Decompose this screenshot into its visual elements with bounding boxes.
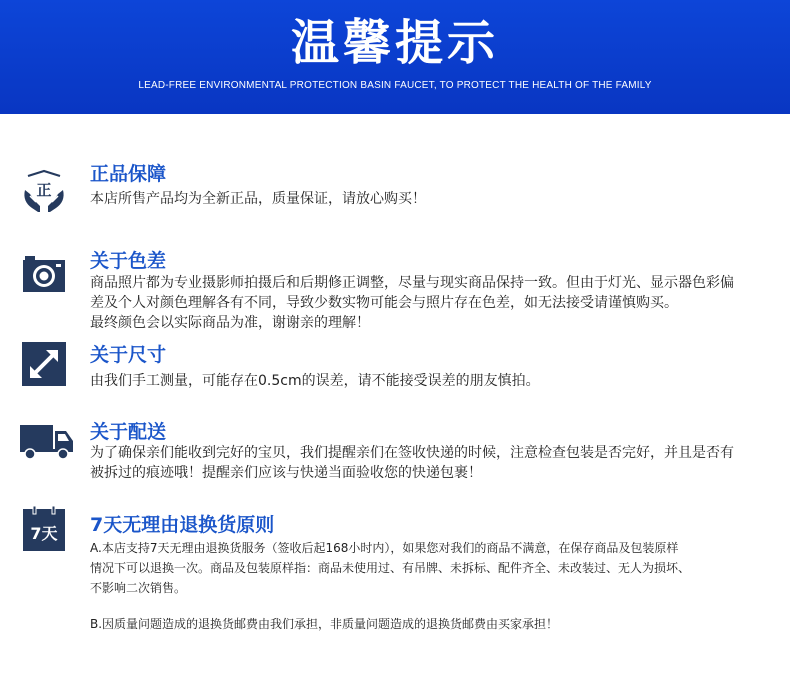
- section-body: [90, 189, 782, 209]
- section-title: 关于配送: [90, 421, 167, 443]
- section-line: 由我们手工测量，可能存在0.5cm的误差，请不能接受误差的朋友慎拍。: [90, 373, 540, 389]
- section-line: 为了确保亲们能收到完好的宝贝，我们提醒亲们在签收快递的时候，注意检查包装是否完好，并且是否有: [90, 445, 734, 461]
- section-line: 被拆过的痕迹哦！提醒亲们应该与快递当面验收您的快递包裹！: [90, 465, 482, 481]
- section-title: 关于尺寸: [90, 344, 167, 366]
- section-line: B.因质量问题造成的退换货邮费由我们承担，非质量问题造成的退换货邮费由买家承担！: [90, 617, 559, 631]
- section-line: 商品照片都为专业摄影师拍摄后和后期修正调整，尽量与现实商品保持一致。但由于灯光、显示器色彩偏: [90, 275, 734, 291]
- header-banner: [0, 0, 790, 114]
- genuine-hands-icon: [20, 168, 68, 216]
- section-body: [90, 273, 782, 333]
- section-body: [90, 443, 782, 483]
- banner-title: 温馨提示: [290, 15, 499, 71]
- section-note: [90, 614, 782, 634]
- seven-days-calendar-icon: [20, 505, 68, 553]
- resize-arrow-icon: [20, 340, 68, 388]
- section-line: A.本店支持7天无理由退换货服务（签收后起168小时内），如果您对我们的商品不满意，在保存商品及包装原样: [90, 541, 679, 555]
- banner-subtitle: LEAD-FREE ENVIRONMENTAL PROTECTION BASIN FAUCET, TO PROTECT THE HEALTH OF THE FAMILY: [138, 80, 652, 91]
- section-line: 最终颜色会以实际商品为准，谢谢亲的理解！: [90, 315, 370, 331]
- section-body: [90, 371, 782, 391]
- section-title: 7天无理由退换货原则: [90, 514, 275, 536]
- section-line: 本店所售产品均为全新正品，质量保证，请放心购买！: [90, 191, 426, 207]
- section-line: 差及个人对颜色理解各有不同，导致少数实物可能会与照片存在色差，如无法接受请谨慎购买。: [90, 295, 678, 311]
- section-line: 情况下可以退换一次。商品及包装原样指：商品未使用过、有吊牌、未拆标、配件齐全、未改装过、无人为损坏、: [90, 561, 691, 575]
- svg-text:正: 正: [36, 181, 52, 199]
- section-title: 关于色差: [90, 250, 167, 272]
- camera-icon: [20, 251, 68, 299]
- section-body: [90, 538, 782, 598]
- svg-text:7天: 7天: [30, 524, 58, 543]
- section-line: 不影响二次销售。: [90, 581, 187, 595]
- section-title: 正品保障: [90, 163, 167, 185]
- delivery-truck-icon: [20, 415, 74, 463]
